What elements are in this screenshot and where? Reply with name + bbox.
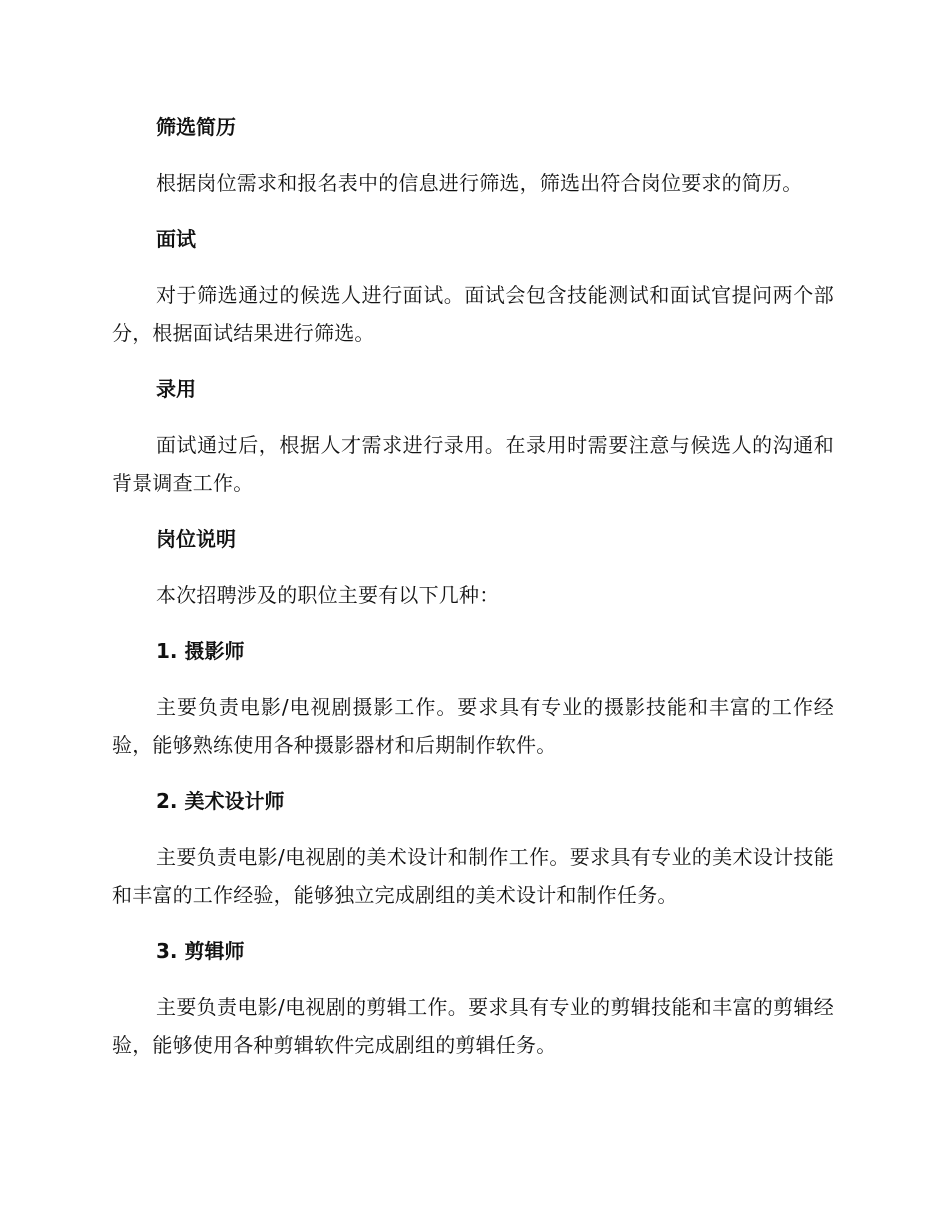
section-heading-job-description: 岗位说明 xyxy=(156,527,236,551)
section-text-photographer: 主要负责电影/电视剧摄影工作。要求具有专业的摄影技能和丰富的工作经验，能够熟练使用各种摄影器材和后期制作软件。 xyxy=(112,695,834,757)
section-heading-hiring: 录用 xyxy=(156,377,196,401)
section-heading-art-designer: 2. 美术设计师 xyxy=(156,789,285,813)
document-body xyxy=(112,108,834,1082)
section-heading-photographer: 1. 摄影师 xyxy=(156,639,245,663)
section-text-interview: 对于筛选通过的候选人进行面试。面试会包含技能测试和面试官提问两个部分，根据面试结果进行筛选。 xyxy=(112,283,834,345)
section-text-job-description: 本次招聘涉及的职位主要有以下几种： xyxy=(156,583,500,607)
section-text-hiring: 面试通过后，根据人才需求进行录用。在录用时需要注意与候选人的沟通和背景调查工作。 xyxy=(112,433,834,495)
section-heading-interview: 面试 xyxy=(156,227,196,251)
section-heading-editor: 3. 剪辑师 xyxy=(156,939,245,963)
section-text-screen-resumes: 根据岗位需求和报名表中的信息进行筛选，筛选出符合岗位要求的简历。 xyxy=(156,171,803,195)
section-heading-screen-resumes: 筛选简历 xyxy=(156,115,236,139)
section-text-art-designer: 主要负责电影/电视剧的美术设计和制作工作。要求具有专业的美术设计技能和丰富的工作经验，能够独立完成剧组的美术设计和制作任务。 xyxy=(112,845,834,907)
section-text-editor: 主要负责电影/电视剧的剪辑工作。要求具有专业的剪辑技能和丰富的剪辑经验，能够使用各种剪辑软件完成剧组的剪辑任务。 xyxy=(112,995,834,1057)
